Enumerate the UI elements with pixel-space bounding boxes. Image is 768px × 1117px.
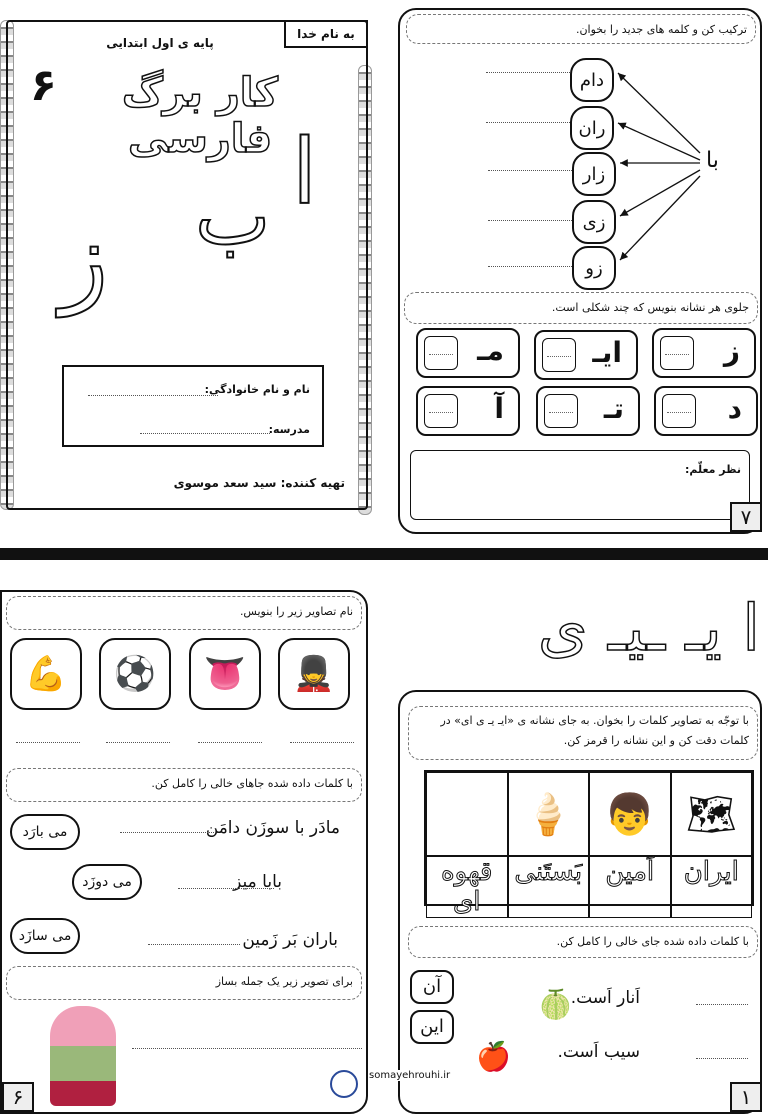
apple-picture: 🍎	[476, 1040, 511, 1073]
answer-line[interactable]	[16, 742, 80, 743]
blank-field[interactable]	[178, 888, 274, 889]
cover-page	[0, 0, 384, 520]
picture-ice-cream: 🍦	[508, 772, 590, 856]
count-input[interactable]	[662, 394, 696, 428]
word-box: ران	[570, 106, 614, 150]
sign-box	[654, 386, 758, 436]
name-field[interactable]	[88, 395, 218, 396]
instruction-text: ترکیب کن و کلمه های جدید را بخوان.	[575, 23, 747, 36]
sentence: مادَر با سوزَن دامَن	[205, 818, 340, 838]
picture-boy: 👦	[589, 772, 671, 856]
instruction-sentence	[6, 966, 362, 1000]
table-word: قهوه ای	[426, 856, 508, 918]
blank-field[interactable]	[696, 1058, 748, 1059]
word-box: دام	[570, 58, 614, 102]
count-input[interactable]	[660, 336, 694, 370]
girl-picture	[50, 1006, 116, 1106]
school-field[interactable]	[140, 433, 270, 434]
option-bubble: این	[410, 1010, 454, 1044]
instruction-text: با توجّه به تصاویر کلمات را بخوان. به جای نشانه ی «ایـ یـ ی ای» در کلمات دقت کن و این نشانه را قرمز کن.	[440, 714, 749, 747]
picture-kick-ball: ⚽	[99, 638, 171, 710]
word-cloud: می دوزَد	[72, 864, 142, 900]
blank-field[interactable]	[148, 944, 240, 945]
picture-soldier: 💂	[278, 638, 350, 710]
page-number: ۷	[730, 502, 762, 532]
word-box: زی	[572, 200, 616, 244]
blank-field[interactable]	[696, 1004, 748, 1005]
answer-line[interactable]	[488, 220, 572, 221]
sign-box	[536, 386, 640, 436]
arrow	[620, 170, 700, 216]
answer-line[interactable]	[488, 266, 572, 267]
picture-arm: 💪	[10, 638, 82, 710]
table-word: بَستَنی	[508, 856, 590, 918]
count-input[interactable]	[424, 336, 458, 370]
arrow	[620, 176, 700, 260]
sentence: اَنار اَست.	[570, 988, 640, 1008]
sentence: سیب اَست.	[557, 1042, 640, 1062]
instruction-shapes	[404, 292, 758, 324]
letter-be: ب	[195, 170, 271, 263]
sign-box	[416, 328, 520, 378]
page-number: ۱	[730, 1082, 762, 1112]
answer-line[interactable]	[106, 742, 170, 743]
blank-field[interactable]	[120, 832, 216, 833]
answer-line[interactable]	[486, 72, 570, 73]
grade-label: پایه ی اول ابتدایی	[106, 36, 214, 50]
answer-line[interactable]	[290, 742, 354, 743]
sign-letter: تـ	[603, 392, 624, 425]
logo-icon	[330, 1070, 358, 1098]
base-syllable: با	[706, 148, 719, 173]
divider	[0, 548, 768, 560]
pomegranate-picture: 🍈	[538, 988, 573, 1021]
worksheet-number: ۶	[30, 60, 57, 111]
letter-alef: ا	[292, 120, 318, 225]
student-info-box	[62, 365, 324, 447]
table-word: اَمین	[589, 856, 671, 918]
instruction-text: نام تصاویر زیر را بنویس.	[239, 605, 353, 618]
word-box: زو	[572, 246, 616, 290]
instruction-fill	[408, 926, 758, 958]
count-input[interactable]	[544, 394, 578, 428]
table-word: ایران	[671, 856, 753, 918]
word-table	[424, 770, 754, 917]
page-1	[398, 690, 762, 1114]
instruction-read	[408, 706, 758, 760]
page-number: ۶	[2, 1082, 34, 1112]
name-label: نام و نام خانوادگی:	[204, 383, 310, 396]
word-cloud: می سازَد	[10, 918, 80, 954]
sign-letter: آ	[494, 392, 504, 425]
sentence-line[interactable]	[132, 1048, 362, 1049]
bismillah-box	[284, 20, 368, 48]
sign-box	[534, 330, 638, 380]
picture-iran-map: 🗺	[671, 772, 753, 856]
instruction-text: جلوی هر نشانه بنویس که چند شکلی است.	[551, 301, 749, 314]
watermark: somayehrouhi.ir	[369, 1070, 451, 1081]
picture-tongue: 👅	[189, 638, 261, 710]
count-input[interactable]	[542, 338, 576, 372]
teacher-comment-box[interactable]	[410, 450, 750, 520]
letter-ze: ز	[60, 200, 109, 317]
instruction-names	[6, 596, 362, 630]
instruction-text: برای تصویر زیر یک جمله بساز	[215, 975, 353, 988]
sentence: بابا میز	[233, 872, 282, 892]
sign-box	[416, 386, 520, 436]
page-7	[398, 8, 762, 534]
instruction-text: با کلمات داده شده جاهای خالی را کامل کن.	[151, 777, 353, 790]
bismillah: به نام خدا	[297, 27, 355, 41]
header-letters: ا یـ ـیـ ی	[537, 592, 760, 666]
picture-empty	[426, 772, 508, 856]
sign-box	[652, 328, 756, 378]
answer-line[interactable]	[486, 122, 570, 123]
sign-letter: ایـ	[592, 336, 622, 369]
count-input[interactable]	[424, 394, 458, 428]
sentence: باران بَر زَمین	[242, 930, 338, 950]
instruction-text: با کلمات داده شده جای خالی را کامل کن.	[556, 935, 749, 948]
cover-title: کار برگ فارسی	[121, 70, 279, 162]
teacher-label: نظر معلّم:	[684, 463, 741, 476]
answer-line[interactable]	[488, 170, 572, 171]
sign-letter: ز	[723, 334, 740, 367]
word-cloud: می بارَد	[10, 814, 80, 850]
word-box: زار	[572, 152, 616, 196]
answer-line[interactable]	[198, 742, 262, 743]
sign-letter: مـ	[477, 334, 504, 367]
page-6	[0, 590, 368, 1114]
option-bubble: آن	[410, 970, 454, 1004]
sign-letter: د	[727, 392, 742, 425]
school-label: مدرسه:	[268, 423, 310, 436]
instruction-fill	[6, 768, 362, 802]
author-label: تهیه کننده: سید سعد موسوی	[173, 476, 345, 490]
